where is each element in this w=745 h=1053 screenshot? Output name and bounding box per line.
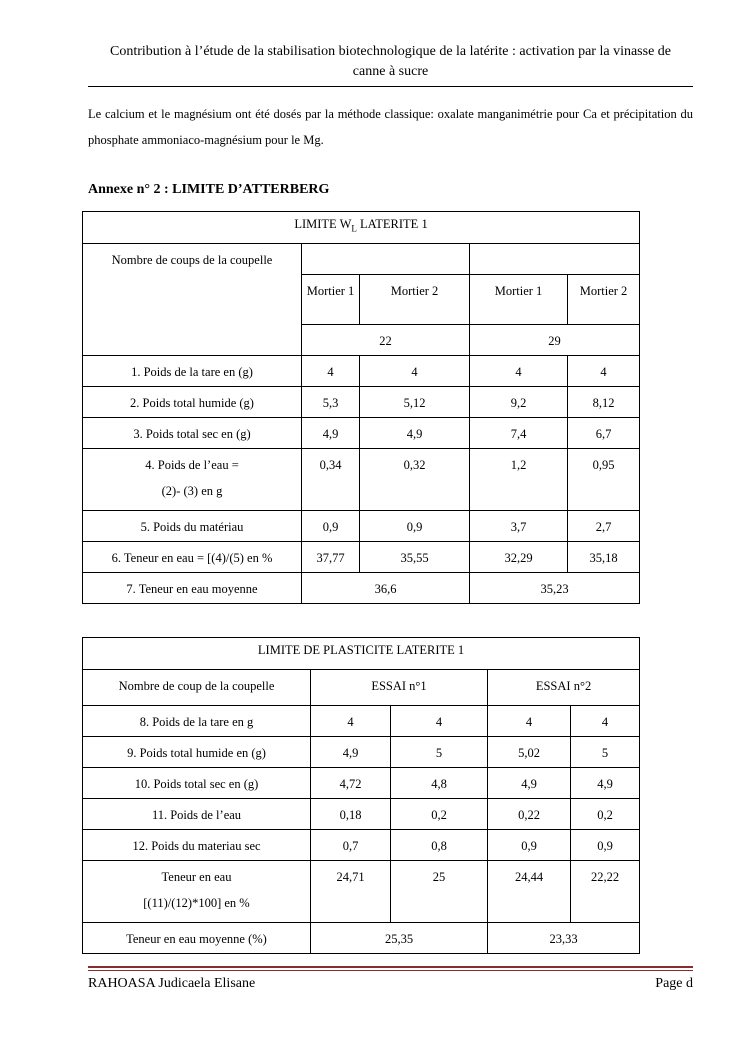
footer-author: RAHOASA Judicaela Elisane (88, 976, 256, 991)
cell: 4 (302, 356, 360, 387)
cell: 0,8 (391, 830, 488, 861)
annex-title: Annexe n° 2 : LIMITE D’ATTERBERG (88, 182, 330, 197)
table-row (83, 737, 640, 768)
header-title-line2: canne à sucre (352, 64, 429, 79)
cell: 4,9 (311, 737, 391, 768)
table-row (83, 542, 640, 573)
row-label: 9. Poids total humide en (g) (83, 737, 311, 768)
cell: 5,02 (488, 737, 571, 768)
table1-mortier2-a: Mortier 2 (360, 275, 470, 325)
cell: 5,3 (302, 387, 360, 418)
avg-a: 25,35 (311, 923, 488, 954)
row-label: 2. Poids total humide (g) (83, 387, 302, 418)
table-row (83, 768, 640, 799)
avg-label: 7. Teneur en eau moyenne (83, 573, 302, 604)
row-label-line2: [(11)/(12)*100] en % (143, 896, 250, 910)
avg-label: Teneur en eau moyenne (%) (83, 923, 311, 954)
cell: 0,9 (571, 830, 640, 861)
cell: 0,22 (488, 799, 571, 830)
table-row (83, 511, 640, 542)
cell: 4 (360, 356, 470, 387)
table2-essai1: ESSAI n°1 (311, 670, 488, 706)
cell: 35,55 (360, 542, 470, 573)
cell: 9,2 (470, 387, 568, 418)
row-label: 3. Poids total sec en (g) (83, 418, 302, 449)
cell: 4,8 (391, 768, 488, 799)
cell: 4 (470, 356, 568, 387)
row-label: 11. Poids de l’eau (83, 799, 311, 830)
row-label (83, 449, 302, 511)
cell: 24,71 (311, 861, 391, 923)
cell: 2,7 (568, 511, 640, 542)
cell: 5 (391, 737, 488, 768)
table-row (83, 356, 640, 387)
table1-mortier2-b: Mortier 2 (568, 275, 640, 325)
footer-rule-thick (88, 966, 693, 968)
table-row (83, 861, 640, 923)
cell: 8,12 (568, 387, 640, 418)
cell: 4 (311, 706, 391, 737)
cell: 3,7 (470, 511, 568, 542)
table1-coups-a: 22 (302, 325, 470, 356)
intro-paragraph: Le calcium et le magnésium ont été dosés par la méthode classique: oxalate manganimétrie pour Ca et précipitation du phosphate ammoniaco-magnésium pour le Mg. (88, 107, 693, 147)
table1-mortier1-b: Mortier 1 (470, 275, 568, 325)
footer-page: Page d (655, 976, 693, 991)
table1-coups-b: 29 (470, 325, 640, 356)
cell: 4,9 (302, 418, 360, 449)
avg-b: 23,33 (488, 923, 640, 954)
cell: 37,77 (302, 542, 360, 573)
cell: 32,29 (470, 542, 568, 573)
cell: 0,32 (360, 449, 470, 511)
row-label: 12. Poids du materiau sec (83, 830, 311, 861)
cell: 4 (391, 706, 488, 737)
table-row (83, 923, 640, 954)
cell: 0,7 (311, 830, 391, 861)
row-label-line1: 4. Poids de l’eau = (145, 458, 239, 472)
table2-essai2: ESSAI n°2 (488, 670, 640, 706)
table1-mortier1-a: Mortier 1 (302, 275, 360, 325)
cell: 0,34 (302, 449, 360, 511)
table-row (83, 799, 640, 830)
cell: 4 (568, 356, 640, 387)
table-row (83, 387, 640, 418)
table2-row-header: Nombre de coup de la coupelle (83, 670, 311, 706)
table-row (83, 418, 640, 449)
cell: 0,9 (488, 830, 571, 861)
cell: 6,7 (568, 418, 640, 449)
row-label: 5. Poids du matériau (83, 511, 302, 542)
cell: 0,9 (360, 511, 470, 542)
cell: 25 (391, 861, 488, 923)
cell: 5 (571, 737, 640, 768)
cell: 7,4 (470, 418, 568, 449)
row-label: 6. Teneur en eau = [(4)/(5) en % (83, 542, 302, 573)
row-label-line2: (2)- (3) en g (161, 484, 223, 498)
table-row (83, 449, 640, 511)
avg-b: 35,23 (470, 573, 640, 604)
cell: 0,2 (571, 799, 640, 830)
table1-blank-a (302, 244, 470, 275)
cell: 4,9 (360, 418, 470, 449)
header-title-line1: Contribution à l’étude de la stabilisation biotechnologique de la latérite : activation par la vinasse de (110, 44, 671, 59)
table2-title: LIMITE DE PLASTICITE LATERITE 1 (83, 638, 640, 670)
table1-row-header: Nombre de coups de la coupelle (83, 244, 302, 356)
row-label (83, 861, 311, 923)
table-row (83, 830, 640, 861)
row-label: 1. Poids de la tare en (g) (83, 356, 302, 387)
plastic-limit-table (82, 637, 640, 954)
liquid-limit-table (82, 211, 640, 604)
cell: 4 (488, 706, 571, 737)
table-row (83, 573, 640, 604)
cell: 0,9 (302, 511, 360, 542)
table1-blank-b (470, 244, 640, 275)
row-label: 10. Poids total sec en (g) (83, 768, 311, 799)
table1-title: LIMITE $W_L$ LATERITE 1 (83, 212, 640, 244)
footer-rule-thin (88, 970, 693, 971)
cell: 4 (571, 706, 640, 737)
cell: 0,18 (311, 799, 391, 830)
table-row (83, 706, 640, 737)
page-header (88, 42, 693, 82)
cell: 4,9 (488, 768, 571, 799)
cell: 0,95 (568, 449, 640, 511)
header-rule (88, 86, 693, 87)
cell: 22,22 (571, 861, 640, 923)
row-label-line1: Teneur en eau (161, 870, 232, 884)
cell: 5,12 (360, 387, 470, 418)
cell: 1,2 (470, 449, 568, 511)
cell: 4,9 (571, 768, 640, 799)
cell: 4,72 (311, 768, 391, 799)
avg-a: 36,6 (302, 573, 470, 604)
cell: 35,18 (568, 542, 640, 573)
row-label: 8. Poids de la tare en g (83, 706, 311, 737)
cell: 24,44 (488, 861, 571, 923)
cell: 0,2 (391, 799, 488, 830)
